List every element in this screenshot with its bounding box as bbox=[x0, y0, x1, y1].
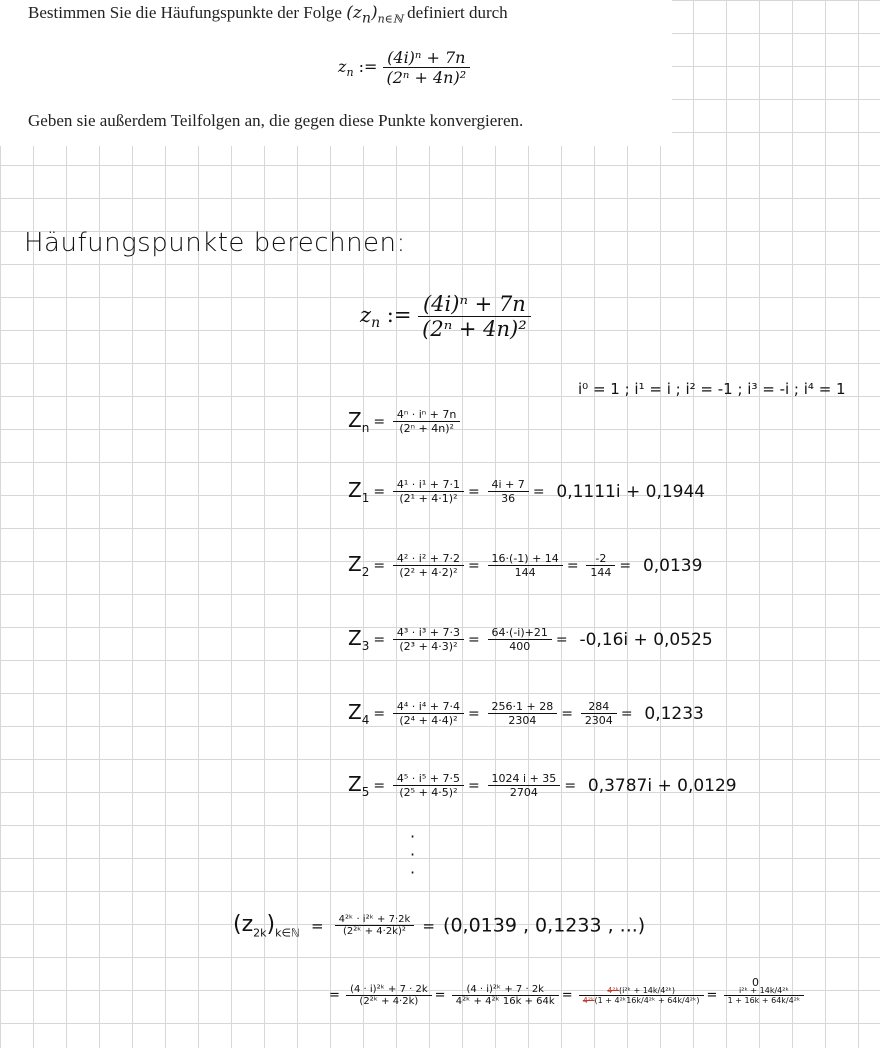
simplification-row: = $\frac{\text{(4 · i)²ᵏ + 7 · 2k}}{\text{(2²ᵏ + 4·2k)}}$ = $\frac{\text{(4 · i)²ᵏ + 7 · 2k}}{\text{4²ᵏ + 4²ᵏ 16k + 64k}}$ = $\frac{\text{4²ᵏ(i²ᵏ + 14k/4²ᵏ)}}{\text{4²ᵏ(1 + 4²ᵏ16k/4²ᵏ + 64k/4²ᵏ)}}$ = $\frac{\text{i²ᵏ + 14k/4²ᵏ}}{\text{1 + 16k + 64k/4²ᵏ}}$ bbox=[326, 984, 804, 1007]
task-text-prefix: Bestimmen Sie die Häufungspunkte der Folge bbox=[28, 3, 347, 22]
row-z1: $Z_1$ = $\frac{\text{4¹ · i¹ + 7·1}}{\text{(2¹ + 4·1)²}}$ = $\frac{4i + 7}{36}$ = 0,1111i + 0,1944 bbox=[348, 478, 706, 505]
subsequence-row: $(z_{2k})_{k\in ℕ}$ = $\frac{\text{4²ᵏ · i²ᵏ + 7·2k}}{\text{(2²ᵏ + 4·2k)²}}$ = (0,0139 , 0,1233 , ...) bbox=[233, 912, 646, 940]
task-statement bbox=[0, 0, 672, 146]
notes-formula: $z_n$ := $\frac{\text{(4i)ⁿ + 7n}}{\text{(2ⁿ + 4n)²}}$ bbox=[360, 292, 531, 341]
ellipsis-dots: · · · bbox=[410, 827, 416, 882]
task-formula: $z_n$ := $\frac{\text{(4i)ⁿ + 7n}}{\text{(2ⁿ + 4n)²}}$ bbox=[338, 48, 470, 87]
notes-formula-fraction: $\frac{\text{(4i)ⁿ + 7n}}{\text{(2ⁿ + 4n)²}}$ bbox=[418, 292, 531, 341]
task-line-2: Geben sie außerdem Teilfolgen an, die gegen diese Punkte konvergieren. bbox=[28, 111, 524, 130]
limit-zero-mark: 0 bbox=[752, 976, 759, 989]
task-formula-fraction: $\frac{\text{(4i)ⁿ + 7n}}{\text{(2ⁿ + 4n)²}}$ bbox=[383, 48, 471, 87]
row-zn: $Z_n$ = $\frac{\text{4ⁿ · iⁿ + 7n}}{\text{(2ⁿ + 4n)²}}$ bbox=[348, 408, 460, 435]
task-text-suffix: definiert durch bbox=[402, 3, 508, 22]
row-z4: $Z_4$ = $\frac{\text{4⁴ · i⁴ + 7·4}}{\text{(2⁴ + 4·4)²}}$ = $\frac{256\cdot 1 + 28}{2304}$ = $\frac{284}{2304}$ = 0,1233 bbox=[348, 700, 704, 727]
sequence-symbol: $(z_n)_{n\in ℕ}$ bbox=[346, 3, 403, 27]
row-z5: $Z_5$ = $\frac{\text{4⁵ · i⁵ + 7·5}}{\text{(2⁵ + 4·5)²}}$ = $\frac{1024 i + 35}{2704}$ = 0,3787i + 0,0129 bbox=[348, 772, 737, 799]
task-line-1 bbox=[28, 3, 508, 26]
row-z3: $Z_3$ = $\frac{\text{4³ · i³ + 7·3}}{\text{(2³ + 4·3)²}}$ = $\frac{64\cdot(-i)+21}{400}$ = -0,16i + 0,0525 bbox=[348, 626, 713, 653]
notes-heading: Häufungspunkte berechnen: bbox=[24, 228, 406, 258]
row-z2: $Z_2$ = $\frac{\text{4² · i² + 7·2}}{\text{(2² + 4·2)²}}$ = $\frac{16\cdot(-1) + 14}{144}$ = $\frac{-2}{144}$ = 0,0139 bbox=[348, 552, 703, 579]
powers-of-i: i⁰ = 1 ; i¹ = i ; i² = -1 ; i³ = -i ; i⁴ = 1 bbox=[578, 380, 846, 398]
